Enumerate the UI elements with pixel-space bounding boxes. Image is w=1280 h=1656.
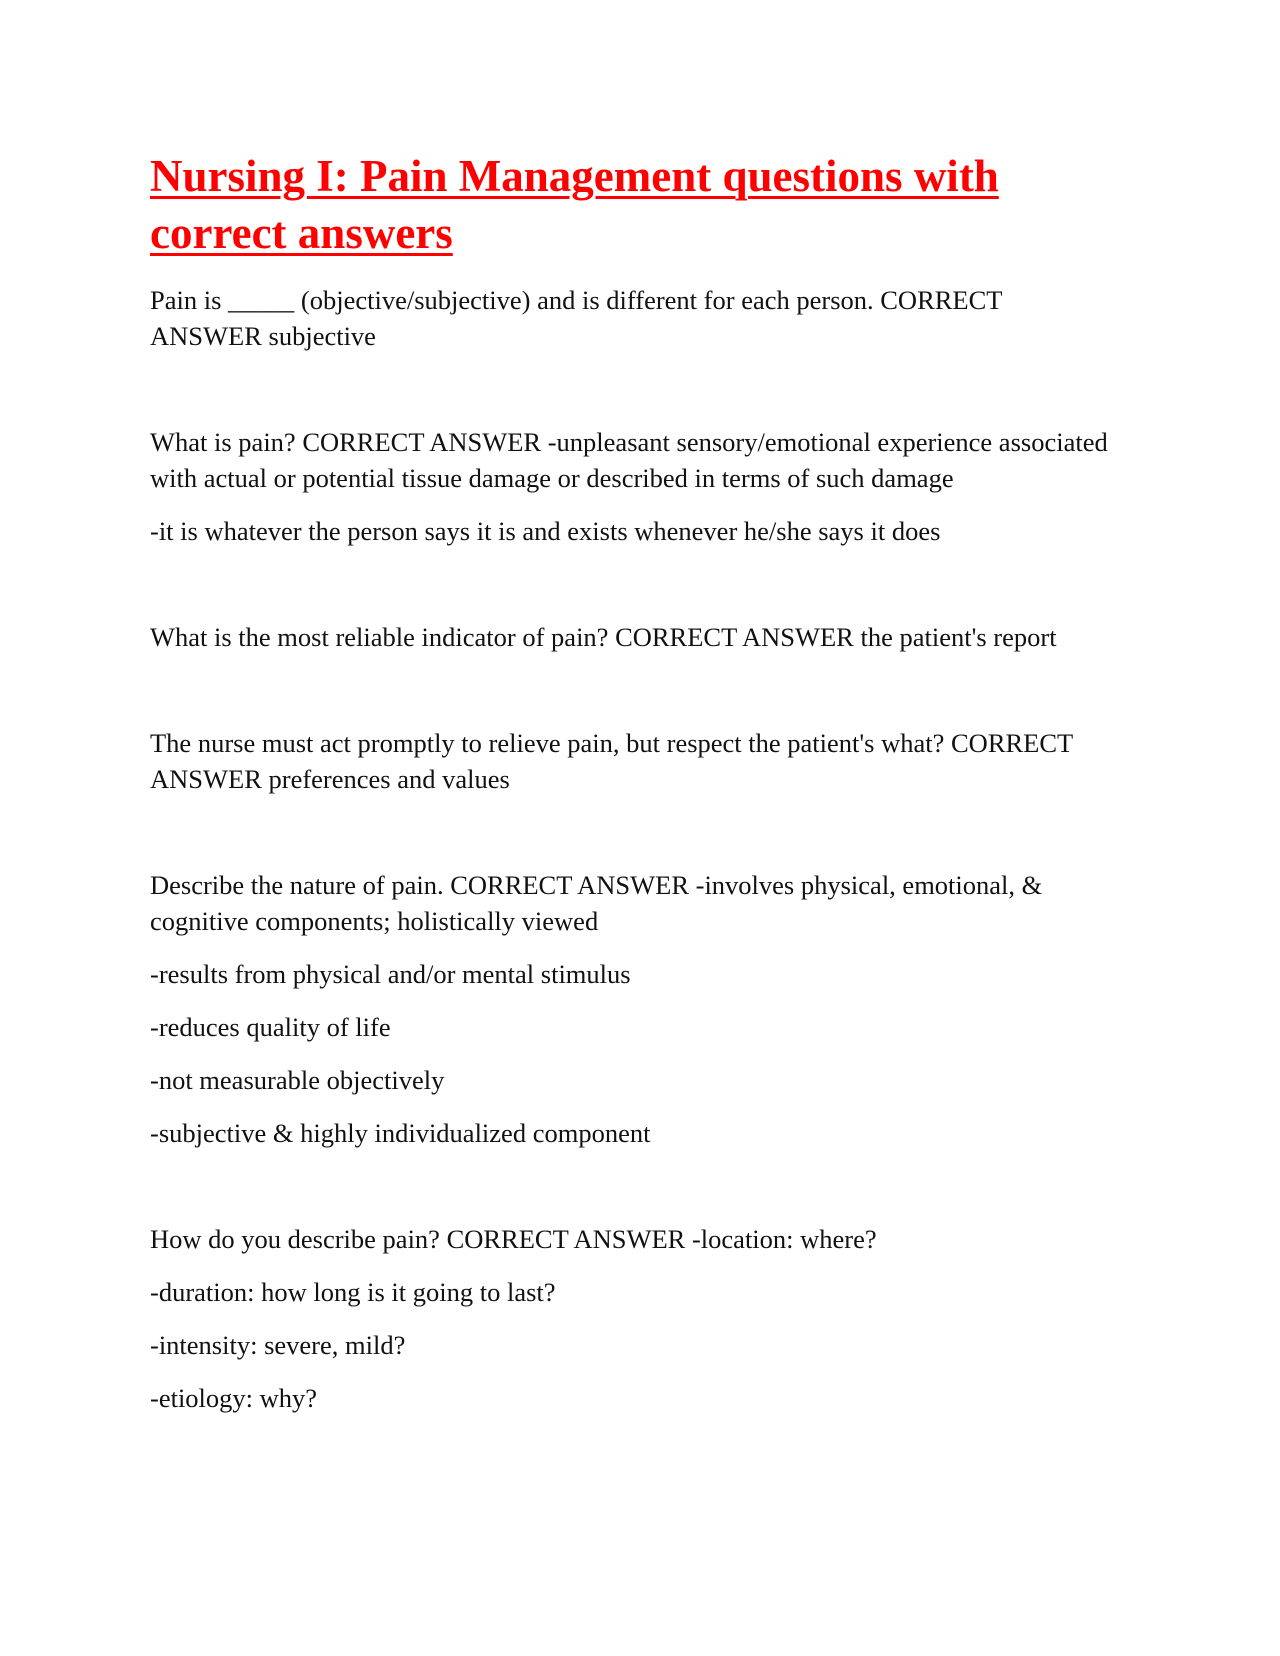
qa-entry-describe-pain bbox=[150, 1221, 1110, 1416]
document-title: Nursing I: Pain Management questions with correct answers bbox=[150, 151, 999, 258]
qa-text: -intensity: severe, mild? bbox=[150, 1330, 406, 1360]
qa-text: The nurse must act promptly to relieve pain, but respect the patient's what? CORRECT ANSWER preferences and values bbox=[150, 728, 1073, 794]
qa-text: -subjective & highly individualized component bbox=[150, 1118, 651, 1148]
qa-entry-what-is-pain bbox=[150, 424, 1110, 549]
qa-text: -results from physical and/or mental stimulus bbox=[150, 959, 631, 989]
qa-entry-pain-subjective bbox=[150, 282, 1110, 354]
qa-text: -it is whatever the person says it is and exists whenever he/she says it does bbox=[150, 516, 941, 546]
qa-text: -reduces quality of life bbox=[150, 1012, 391, 1042]
qa-text: Pain is _____ (objective/subjective) and is different for each person. CORRECT ANSWER subjective bbox=[150, 285, 1002, 351]
qa-entry-reliable-indicator bbox=[150, 619, 1110, 655]
qa-text: Describe the nature of pain. CORRECT ANSWER -involves physical, emotional, & cognitive components; holistically viewed bbox=[150, 870, 1043, 936]
qa-text: How do you describe pain? CORRECT ANSWER -location: where? bbox=[150, 1224, 877, 1254]
qa-entry-nurse-respect bbox=[150, 725, 1110, 797]
qa-text: What is pain? CORRECT ANSWER -unpleasant sensory/emotional experience associated with actual or potential tissue damage or described in terms of such damage bbox=[150, 427, 1108, 493]
document-body bbox=[150, 148, 1110, 1486]
qa-entry-nature-of-pain bbox=[150, 867, 1110, 1151]
qa-text: -duration: how long is it going to last? bbox=[150, 1277, 556, 1307]
qa-text: -not measurable objectively bbox=[150, 1065, 445, 1095]
qa-text: -etiology: why? bbox=[150, 1383, 318, 1413]
qa-text: What is the most reliable indicator of pain? CORRECT ANSWER the patient's report bbox=[150, 622, 1057, 652]
